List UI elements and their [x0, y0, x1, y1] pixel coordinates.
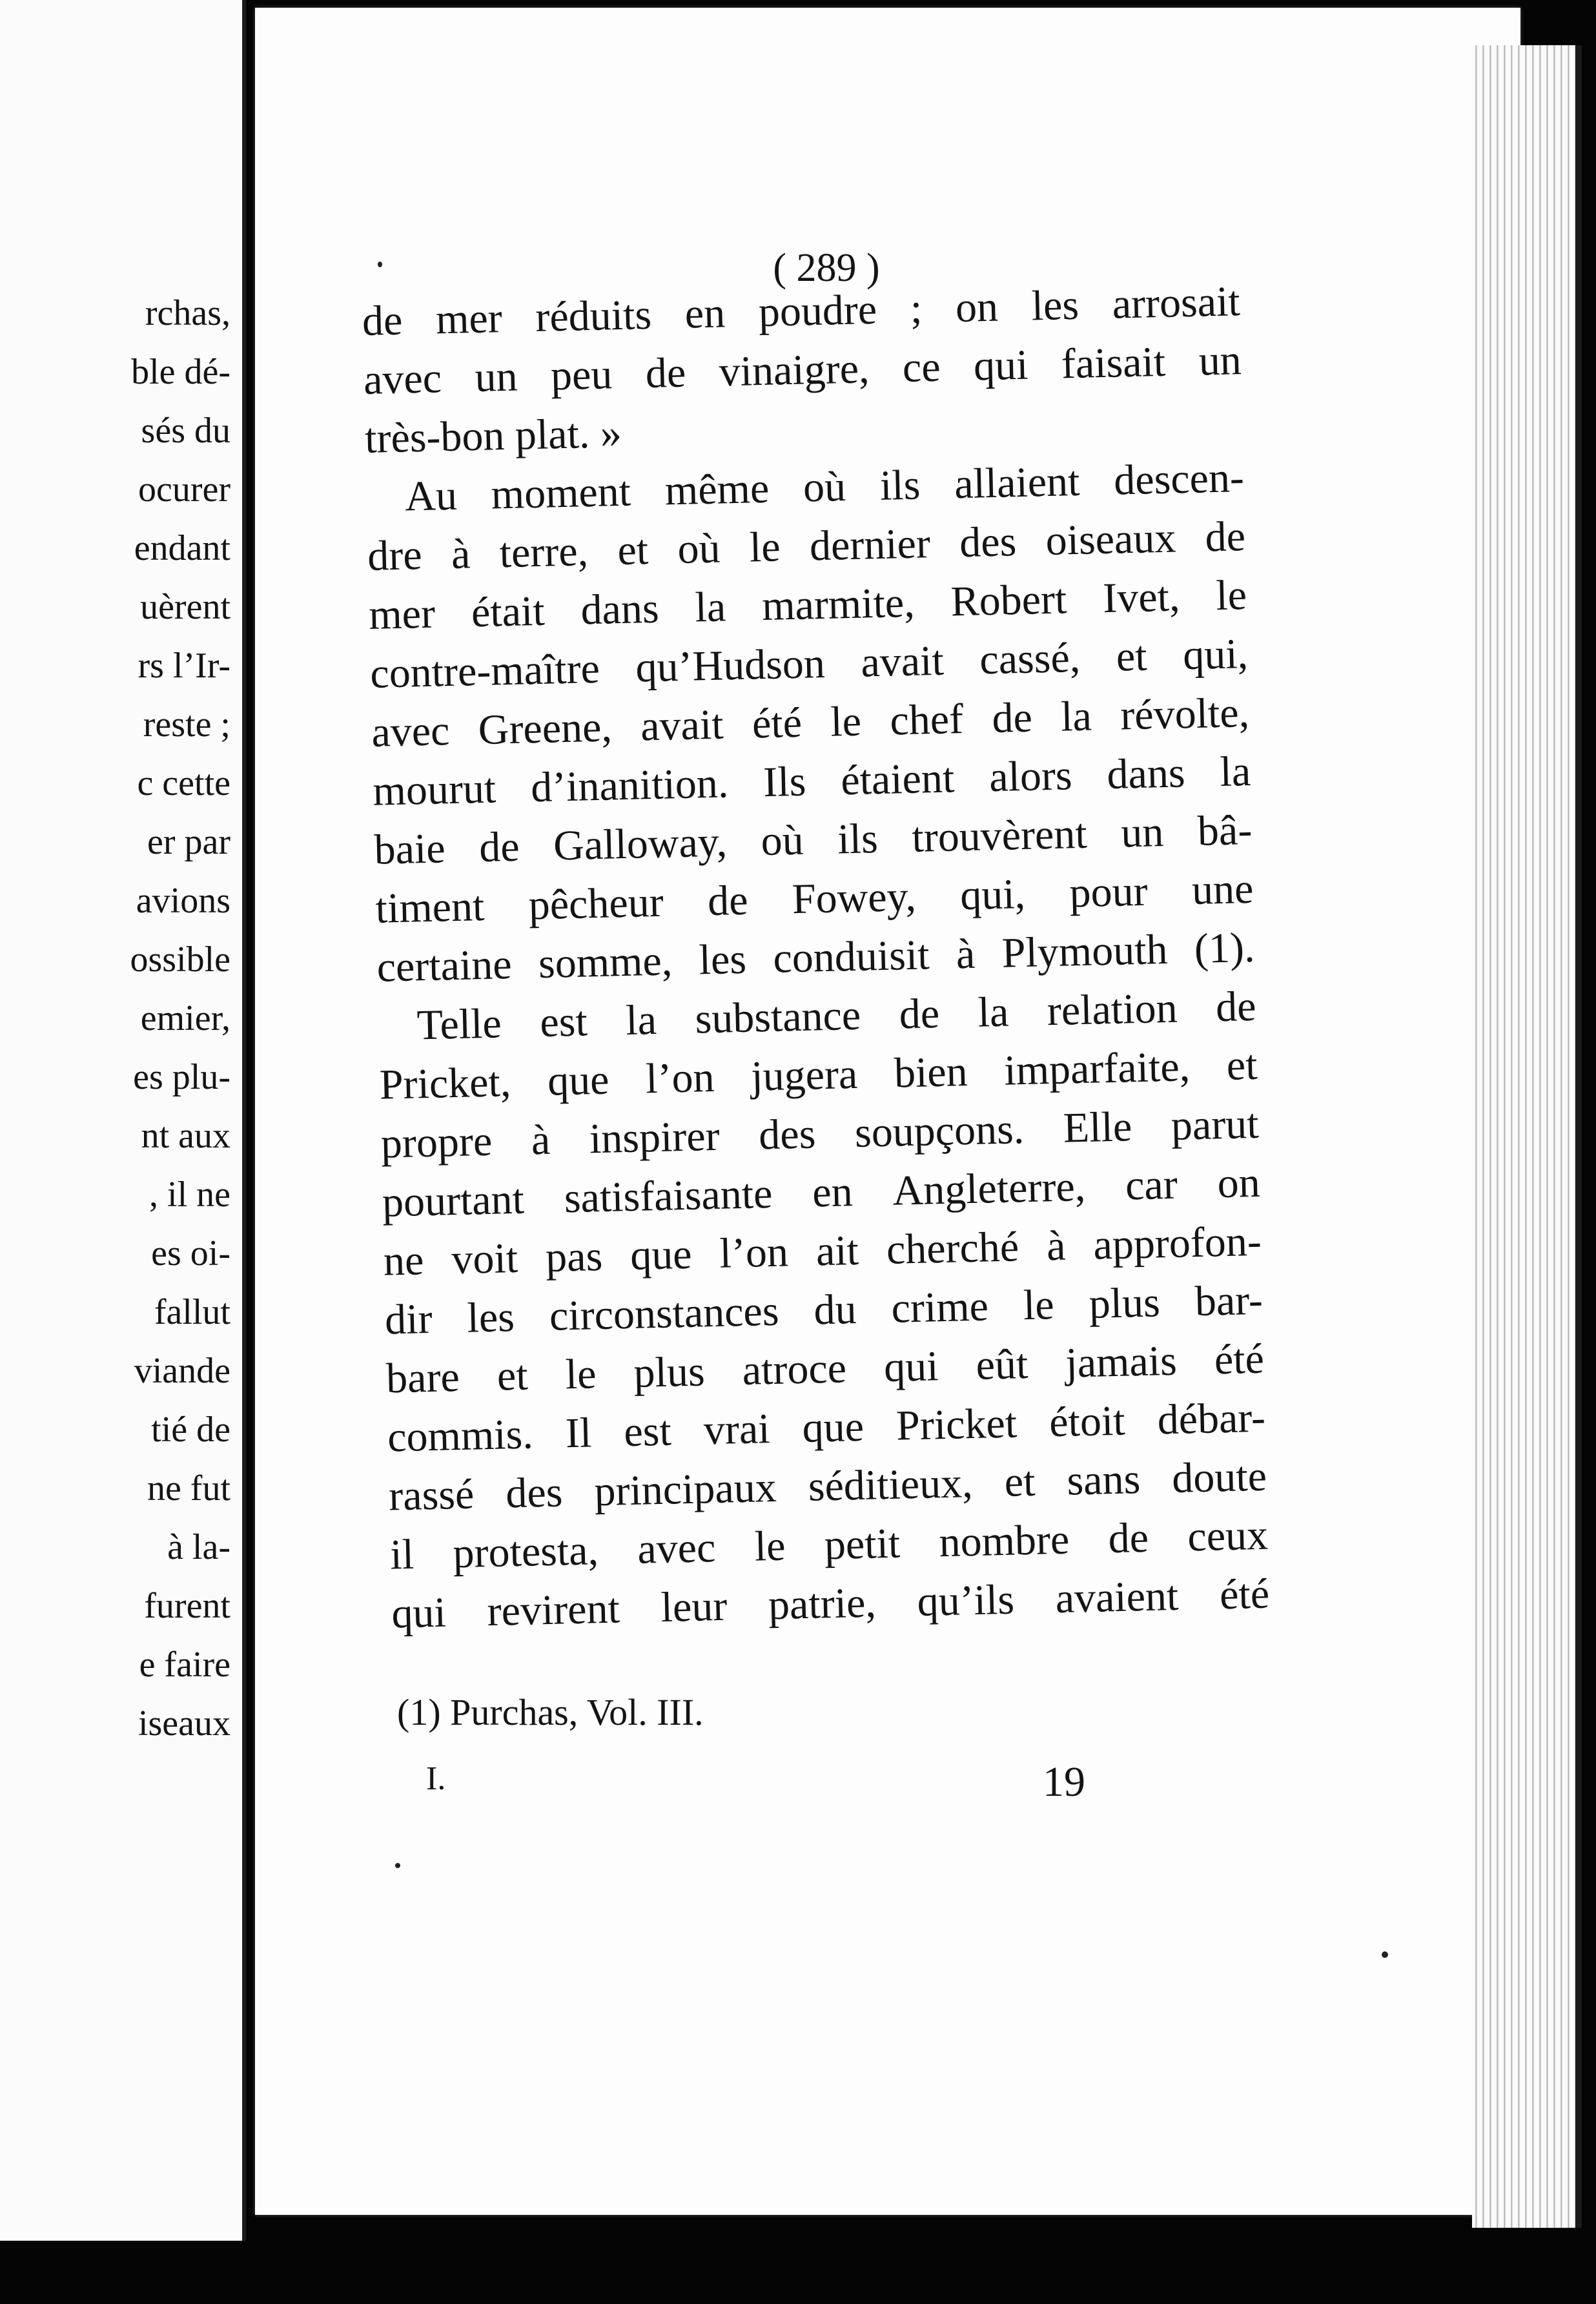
left-page-line: e faire	[139, 1645, 230, 1685]
body-text	[362, 272, 1270, 1643]
text-line: baie de Galloway, où ils trouvèrent un bâ-	[373, 806, 1253, 874]
text-line: Au moment même où ils allaient descen-	[404, 454, 1245, 520]
page-edges	[1472, 45, 1582, 2228]
left-page-line: à la-	[167, 1527, 230, 1567]
left-page-line: , il ne	[149, 1175, 230, 1215]
text-line: très-bon plat. »	[364, 409, 622, 462]
left-page-line: ne fut	[147, 1468, 230, 1508]
ink-speck	[395, 1863, 400, 1868]
text-line: avec Greene, avait été le chef de la révolte,	[371, 688, 1250, 756]
text-line: pourtant satisfaisante en Angleterre, car on	[382, 1158, 1261, 1226]
left-page-line: emier,	[140, 998, 230, 1038]
text-line: Telle est la substance de la relation de	[416, 982, 1257, 1049]
left-page-line: furent	[144, 1586, 230, 1626]
left-page-line: ocurer	[138, 469, 230, 509]
text-line: rassé des principaux séditieux, et sans doute	[388, 1452, 1267, 1520]
left-page-line: es oi-	[151, 1233, 230, 1273]
left-page-text	[0, 284, 230, 1753]
left-page-line: sés du	[141, 411, 230, 451]
text-line: dir les circonstances du crime le plus bar-	[384, 1276, 1264, 1344]
ink-speck	[1382, 1951, 1388, 1958]
left-page-line: er par	[147, 822, 230, 862]
text-line: ne voit pas que l’on ait cherché à approfon-	[383, 1217, 1262, 1285]
left-page-line: rchas,	[145, 293, 230, 333]
text-line: bare et le plus atroce qui eût jamais été	[385, 1335, 1265, 1403]
left-page-line: es plu-	[133, 1057, 230, 1097]
left-page-line: reste ;	[143, 705, 230, 745]
signature-mark: I.	[426, 1760, 446, 1797]
text-line: de mer réduits en poudre ; on les arrosait	[362, 278, 1241, 345]
text-line: propre à inspirer des soupçons. Elle parut	[380, 1100, 1260, 1167]
left-page-line: iseaux	[138, 1703, 230, 1743]
text-line: certaine somme, les conduisit à Plymouth (1).	[376, 923, 1256, 991]
left-page-line: tié de	[151, 1410, 230, 1450]
left-page-line: uèrent	[140, 587, 230, 627]
text-line: dre à terre, et où le dernier des oiseaux de	[367, 513, 1246, 580]
ink-speck	[378, 262, 382, 267]
text-line: il protesta, avec le petit nombre de ceux	[389, 1511, 1269, 1579]
text-line: contre-maître qu’Hudson avait cassé, et qui,	[369, 630, 1249, 697]
text-line: qui revirent leur patrie, qu’ils avaient été	[391, 1570, 1270, 1638]
text-line: commis. Il est vrai que Pricket étoit débar-	[387, 1394, 1266, 1461]
left-page-line: endant	[134, 528, 230, 568]
left-page-line: viande	[134, 1351, 230, 1391]
left-facing-page	[0, 0, 246, 2241]
page-number: 19	[1043, 1758, 1085, 1805]
text-line: mer était dans la marmite, Robert Ivet, le	[368, 571, 1247, 639]
footnote: (1) Purchas, Vol. III.	[397, 1691, 704, 1733]
text-line: Pricket, que l’on jugera bien imparfaite, et	[379, 1041, 1258, 1109]
text-line: timent pêcheur de Fowey, qui, pour une	[374, 865, 1254, 932]
left-page-line: c cette	[137, 763, 230, 803]
page-header: ( 289 )	[773, 246, 880, 290]
left-page-line: avions	[136, 881, 230, 921]
left-page-line: ble dé-	[131, 352, 230, 392]
left-page-line: ossible	[130, 940, 230, 980]
text-line: mourut d’inanition. Ils étaient alors dans la	[372, 747, 1252, 815]
left-page-line: nt aux	[141, 1116, 230, 1156]
left-page-line: rs l’Ir-	[138, 646, 230, 686]
left-page-line: fallut	[154, 1292, 230, 1332]
text-line: avec un peu de vinaigre, ce qui faisait un	[363, 336, 1242, 404]
